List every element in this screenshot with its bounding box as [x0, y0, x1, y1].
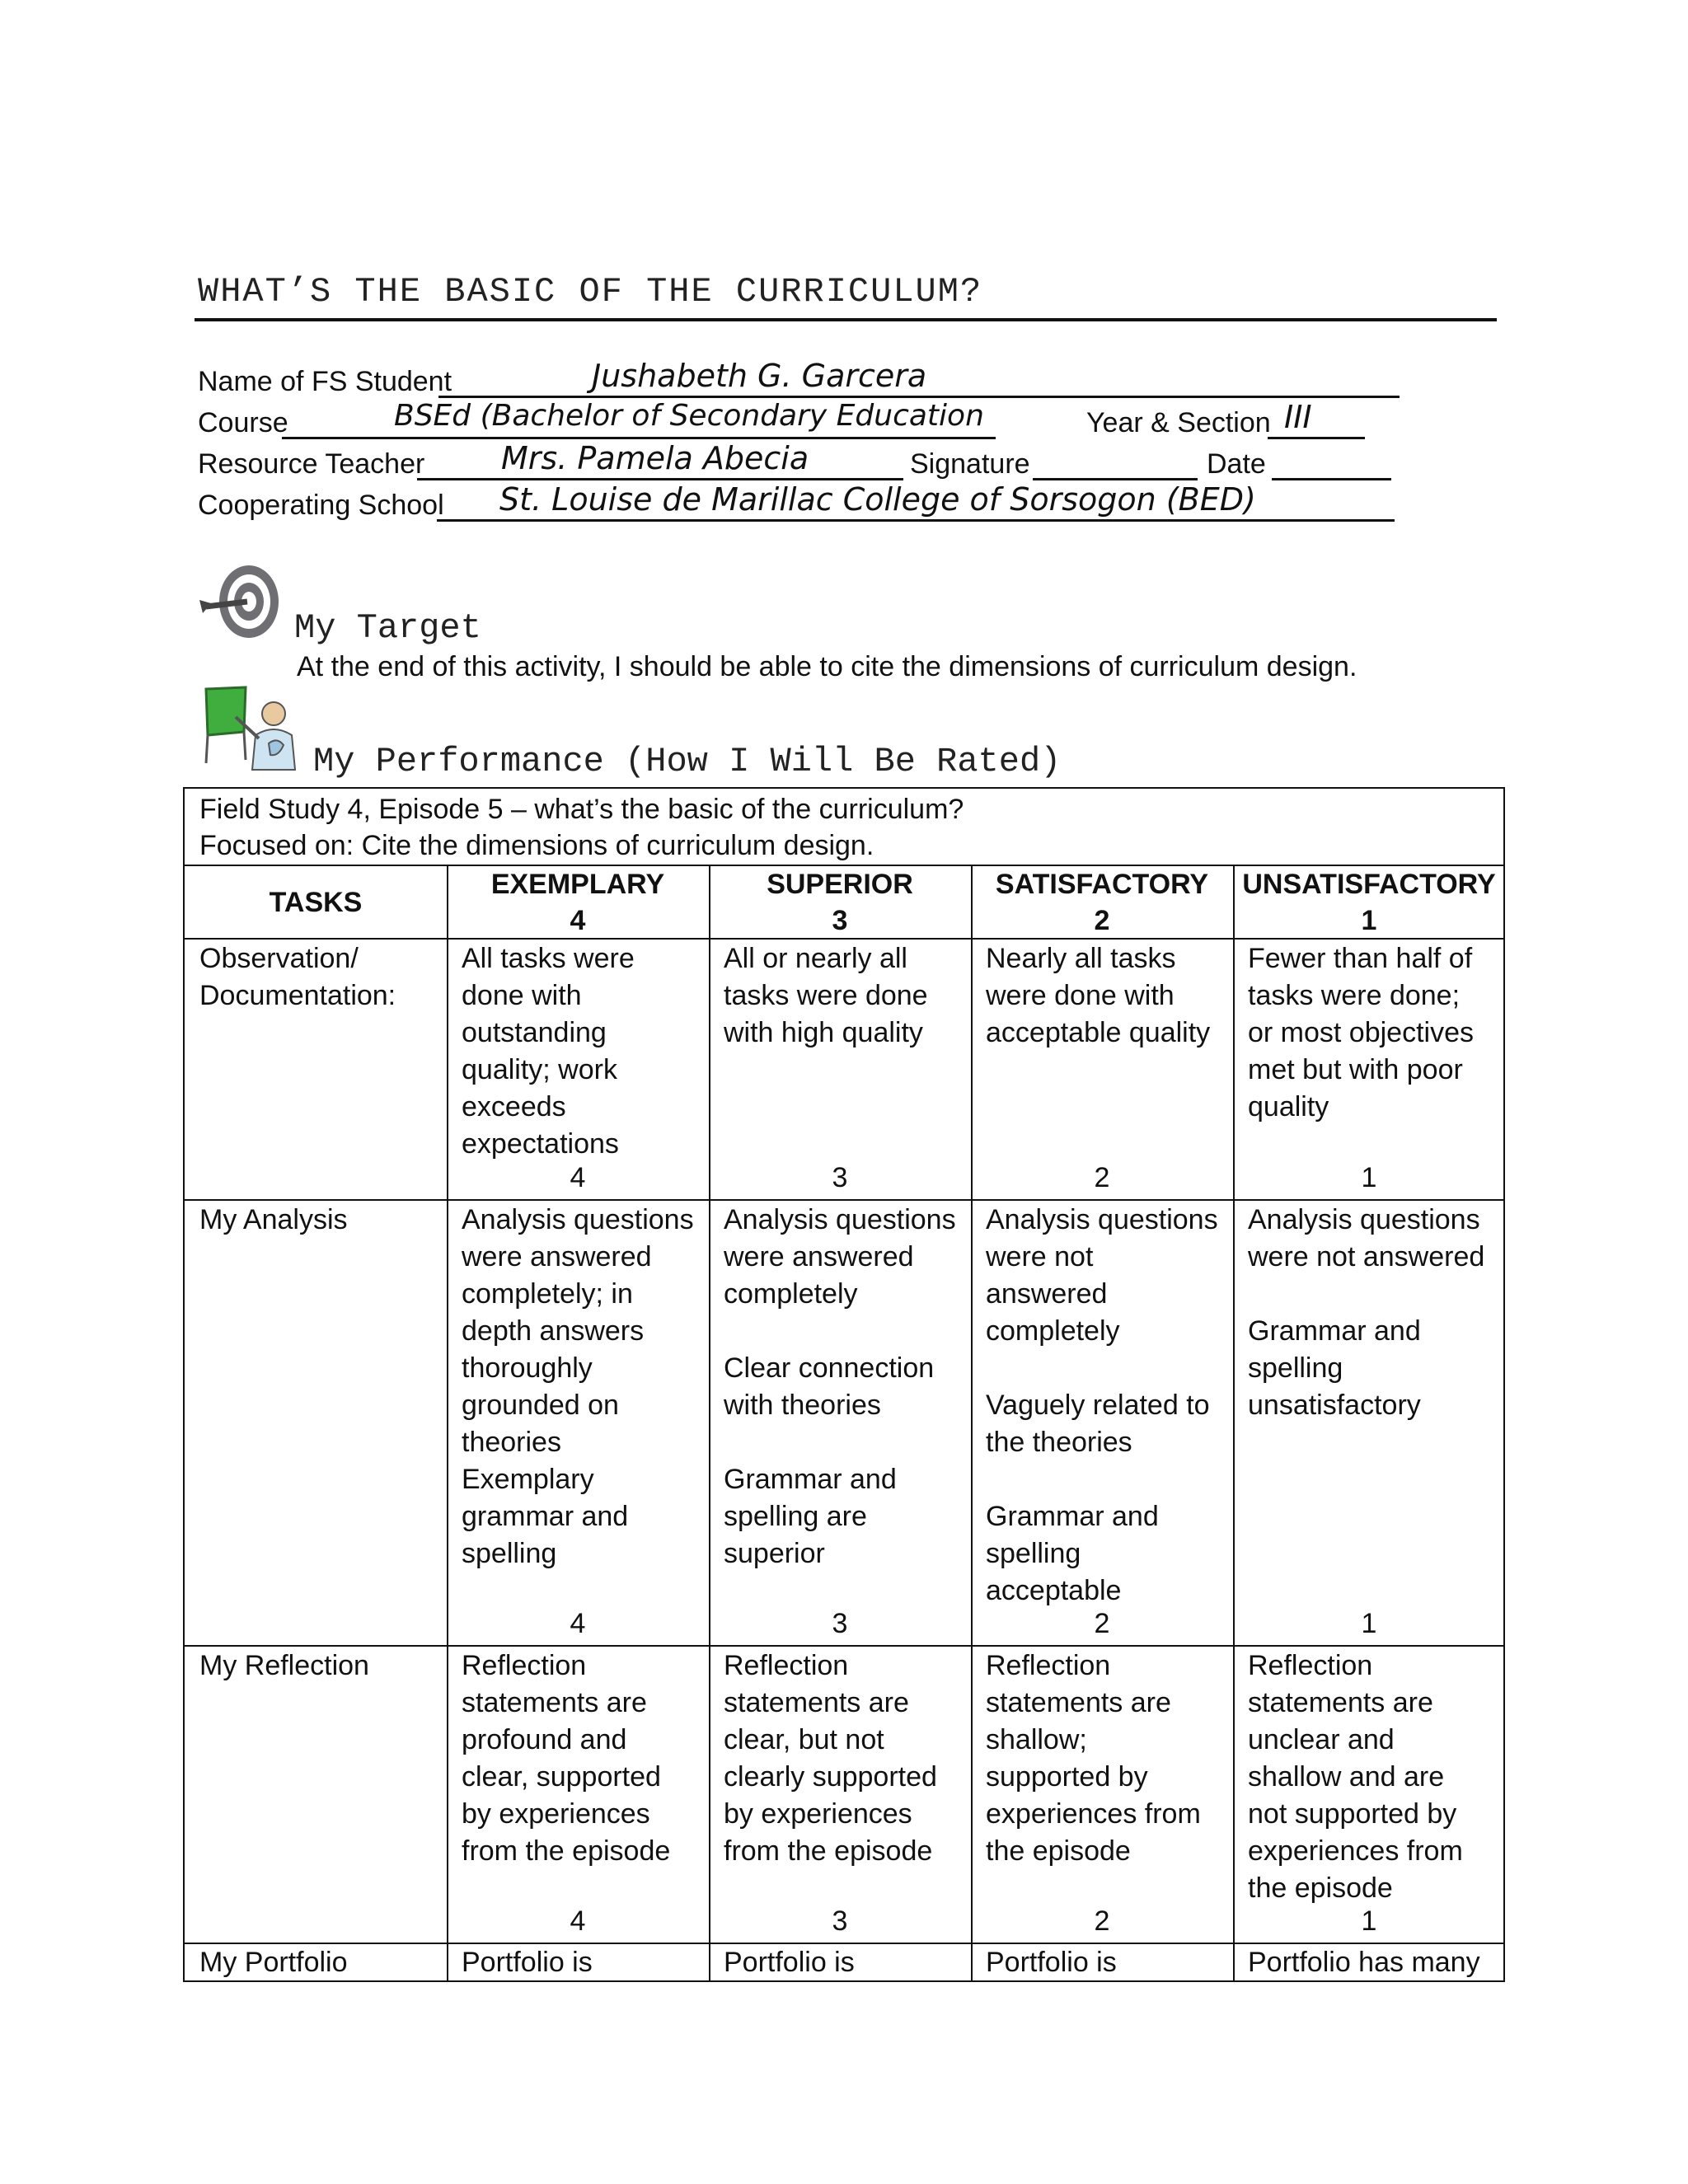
signature-label: Signature	[910, 448, 1030, 480]
score-observation-unsatisfactory: 1	[1361, 1162, 1377, 1193]
cell-observation-satisfactory: Nearly all tasks were done with acceptable quality	[986, 943, 1211, 1048]
course-label: Course	[198, 407, 288, 438]
score-reflection-satisfactory: 2	[1094, 1905, 1110, 1937]
rubric-vline	[447, 865, 448, 1982]
task-analysis: My Analysis	[199, 1204, 348, 1235]
info-row-school	[198, 483, 1418, 523]
title-underline	[195, 318, 1497, 321]
resource-teacher-value[interactable]: Mrs. Pamela Abecia	[501, 440, 809, 476]
date-label: Date	[1207, 448, 1266, 480]
info-row-teacher	[198, 442, 1418, 481]
score-reflection-unsatisfactory: 1	[1361, 1905, 1377, 1937]
info-row-name	[198, 359, 1418, 399]
cooperating-school-label: Cooperating School	[198, 490, 444, 521]
score-analysis-satisfactory: 2	[1094, 1608, 1110, 1639]
resource-teacher-label: Resource Teacher	[198, 448, 425, 480]
cell-analysis-superior: Analysis questions were answered completely Clear connection with theories Grammar and spelling are superior	[724, 1204, 956, 1569]
task-observation: Observation/ Documentation:	[199, 943, 396, 1011]
header-unsatisfactory-label: UNSATISFACTORY	[1242, 869, 1496, 900]
name-value[interactable]: Jushabeth G. Garcera	[592, 358, 927, 394]
cell-analysis-unsatisfactory: Analysis questions were not answered Grammar and spelling unsatisfactory	[1248, 1204, 1485, 1421]
cell-portfolio-satisfactory: Portfolio is	[986, 1947, 1117, 1978]
course-line	[282, 437, 996, 439]
my-performance-heading: My Performance (How I Will Be Rated)	[313, 742, 1062, 781]
signature-line[interactable]	[1033, 478, 1198, 480]
header-superior	[709, 866, 971, 939]
year-section-value[interactable]: III	[1284, 399, 1312, 435]
header-satisfactory-label: SATISFACTORY	[995, 869, 1209, 900]
score-reflection-exemplary: 4	[570, 1905, 586, 1937]
target-icon	[199, 559, 282, 644]
task-portfolio: My Portfolio	[199, 1947, 348, 1978]
rubric-vline	[971, 865, 973, 1982]
year-section-label: Year & Section	[1086, 407, 1271, 438]
year-section-line	[1268, 437, 1365, 439]
cell-observation-exemplary: All tasks were done with outstanding quality; work exceeds expectations	[462, 943, 635, 1160]
header-superior-score: 3	[832, 905, 848, 936]
cell-reflection-superior: Reflection statements are clear, but not clearly supported by experiences from the episode	[724, 1650, 937, 1867]
header-exemplary-label: EXEMPLARY	[490, 869, 665, 900]
rubric-intro-line2: Focused on: Cite the dimensions of curriculum design.	[199, 830, 874, 861]
teacher-icon	[198, 684, 305, 775]
page-title: WHAT’S THE BASIC OF THE CURRICULUM?	[198, 272, 983, 312]
header-tasks: TASKS	[269, 887, 363, 918]
cell-portfolio-unsatisfactory: Portfolio has many	[1248, 1947, 1480, 1978]
info-row-course	[198, 401, 1418, 440]
my-target-text: At the end of this activity, I should be able to cite the dimensions of curriculum design.	[297, 651, 1357, 682]
score-observation-satisfactory: 2	[1094, 1162, 1110, 1193]
cell-analysis-exemplary: Analysis questions were answered completely; in depth answers thoroughly grounded on theories Exemplary grammar and spelling	[462, 1204, 694, 1569]
rubric-table	[183, 787, 1505, 1982]
course-value[interactable]: BSEd (Bachelor of Secondary Education	[394, 399, 984, 433]
rubric-intro-line1: Field Study 4, Episode 5 – what’s the basic of the curriculum?	[199, 794, 964, 825]
score-reflection-superior: 3	[832, 1905, 848, 1937]
cell-portfolio-exemplary: Portfolio is	[462, 1947, 593, 1978]
header-superior-label: SUPERIOR	[767, 869, 913, 900]
score-analysis-unsatisfactory: 1	[1361, 1608, 1377, 1639]
rubric-hline	[185, 1645, 1503, 1647]
cooperating-school-value[interactable]: St. Louise de Marillac College of Sorsogon (BED)	[499, 481, 1256, 518]
rubric-vline	[709, 865, 710, 1982]
name-line	[438, 396, 1400, 398]
cell-reflection-satisfactory: Reflection statements are shallow; supported by experiences from the episode	[986, 1650, 1201, 1867]
task-reflection: My Reflection	[199, 1650, 369, 1681]
resource-teacher-line	[417, 478, 903, 480]
cell-observation-superior: All or nearly all tasks were done with high quality	[724, 943, 928, 1048]
cell-analysis-satisfactory: Analysis questions were not answered completely Vaguely related to the theories Grammar and spelling acceptable	[986, 1204, 1218, 1606]
score-analysis-superior: 3	[832, 1608, 848, 1639]
score-observation-exemplary: 4	[570, 1162, 586, 1193]
cell-portfolio-superior: Portfolio is	[724, 1947, 855, 1978]
rubric-vline	[1233, 865, 1235, 1982]
header-satisfactory	[971, 866, 1233, 939]
name-label: Name of FS Student	[198, 366, 452, 397]
header-satisfactory-score: 2	[1094, 905, 1110, 936]
score-observation-superior: 3	[832, 1162, 848, 1193]
cell-observation-unsatisfactory: Fewer than half of tasks were done; or most objectives met but with poor quality	[1248, 943, 1474, 1122]
cell-reflection-unsatisfactory: Reflection statements are unclear and shallow and are not supported by experiences from the episode	[1248, 1650, 1463, 1904]
header-unsatisfactory-score: 1	[1361, 905, 1377, 936]
rubric-hline	[185, 1199, 1503, 1201]
date-line[interactable]	[1272, 478, 1391, 480]
header-exemplary-score: 4	[570, 905, 586, 936]
cooperating-school-line	[437, 519, 1395, 522]
header-unsatisfactory	[1233, 866, 1505, 939]
header-exemplary	[447, 866, 709, 939]
my-target-heading: My Target	[294, 608, 481, 648]
score-analysis-exemplary: 4	[570, 1608, 586, 1639]
cell-reflection-exemplary: Reflection statements are profound and clear, supported by experiences from the episode	[462, 1650, 671, 1867]
